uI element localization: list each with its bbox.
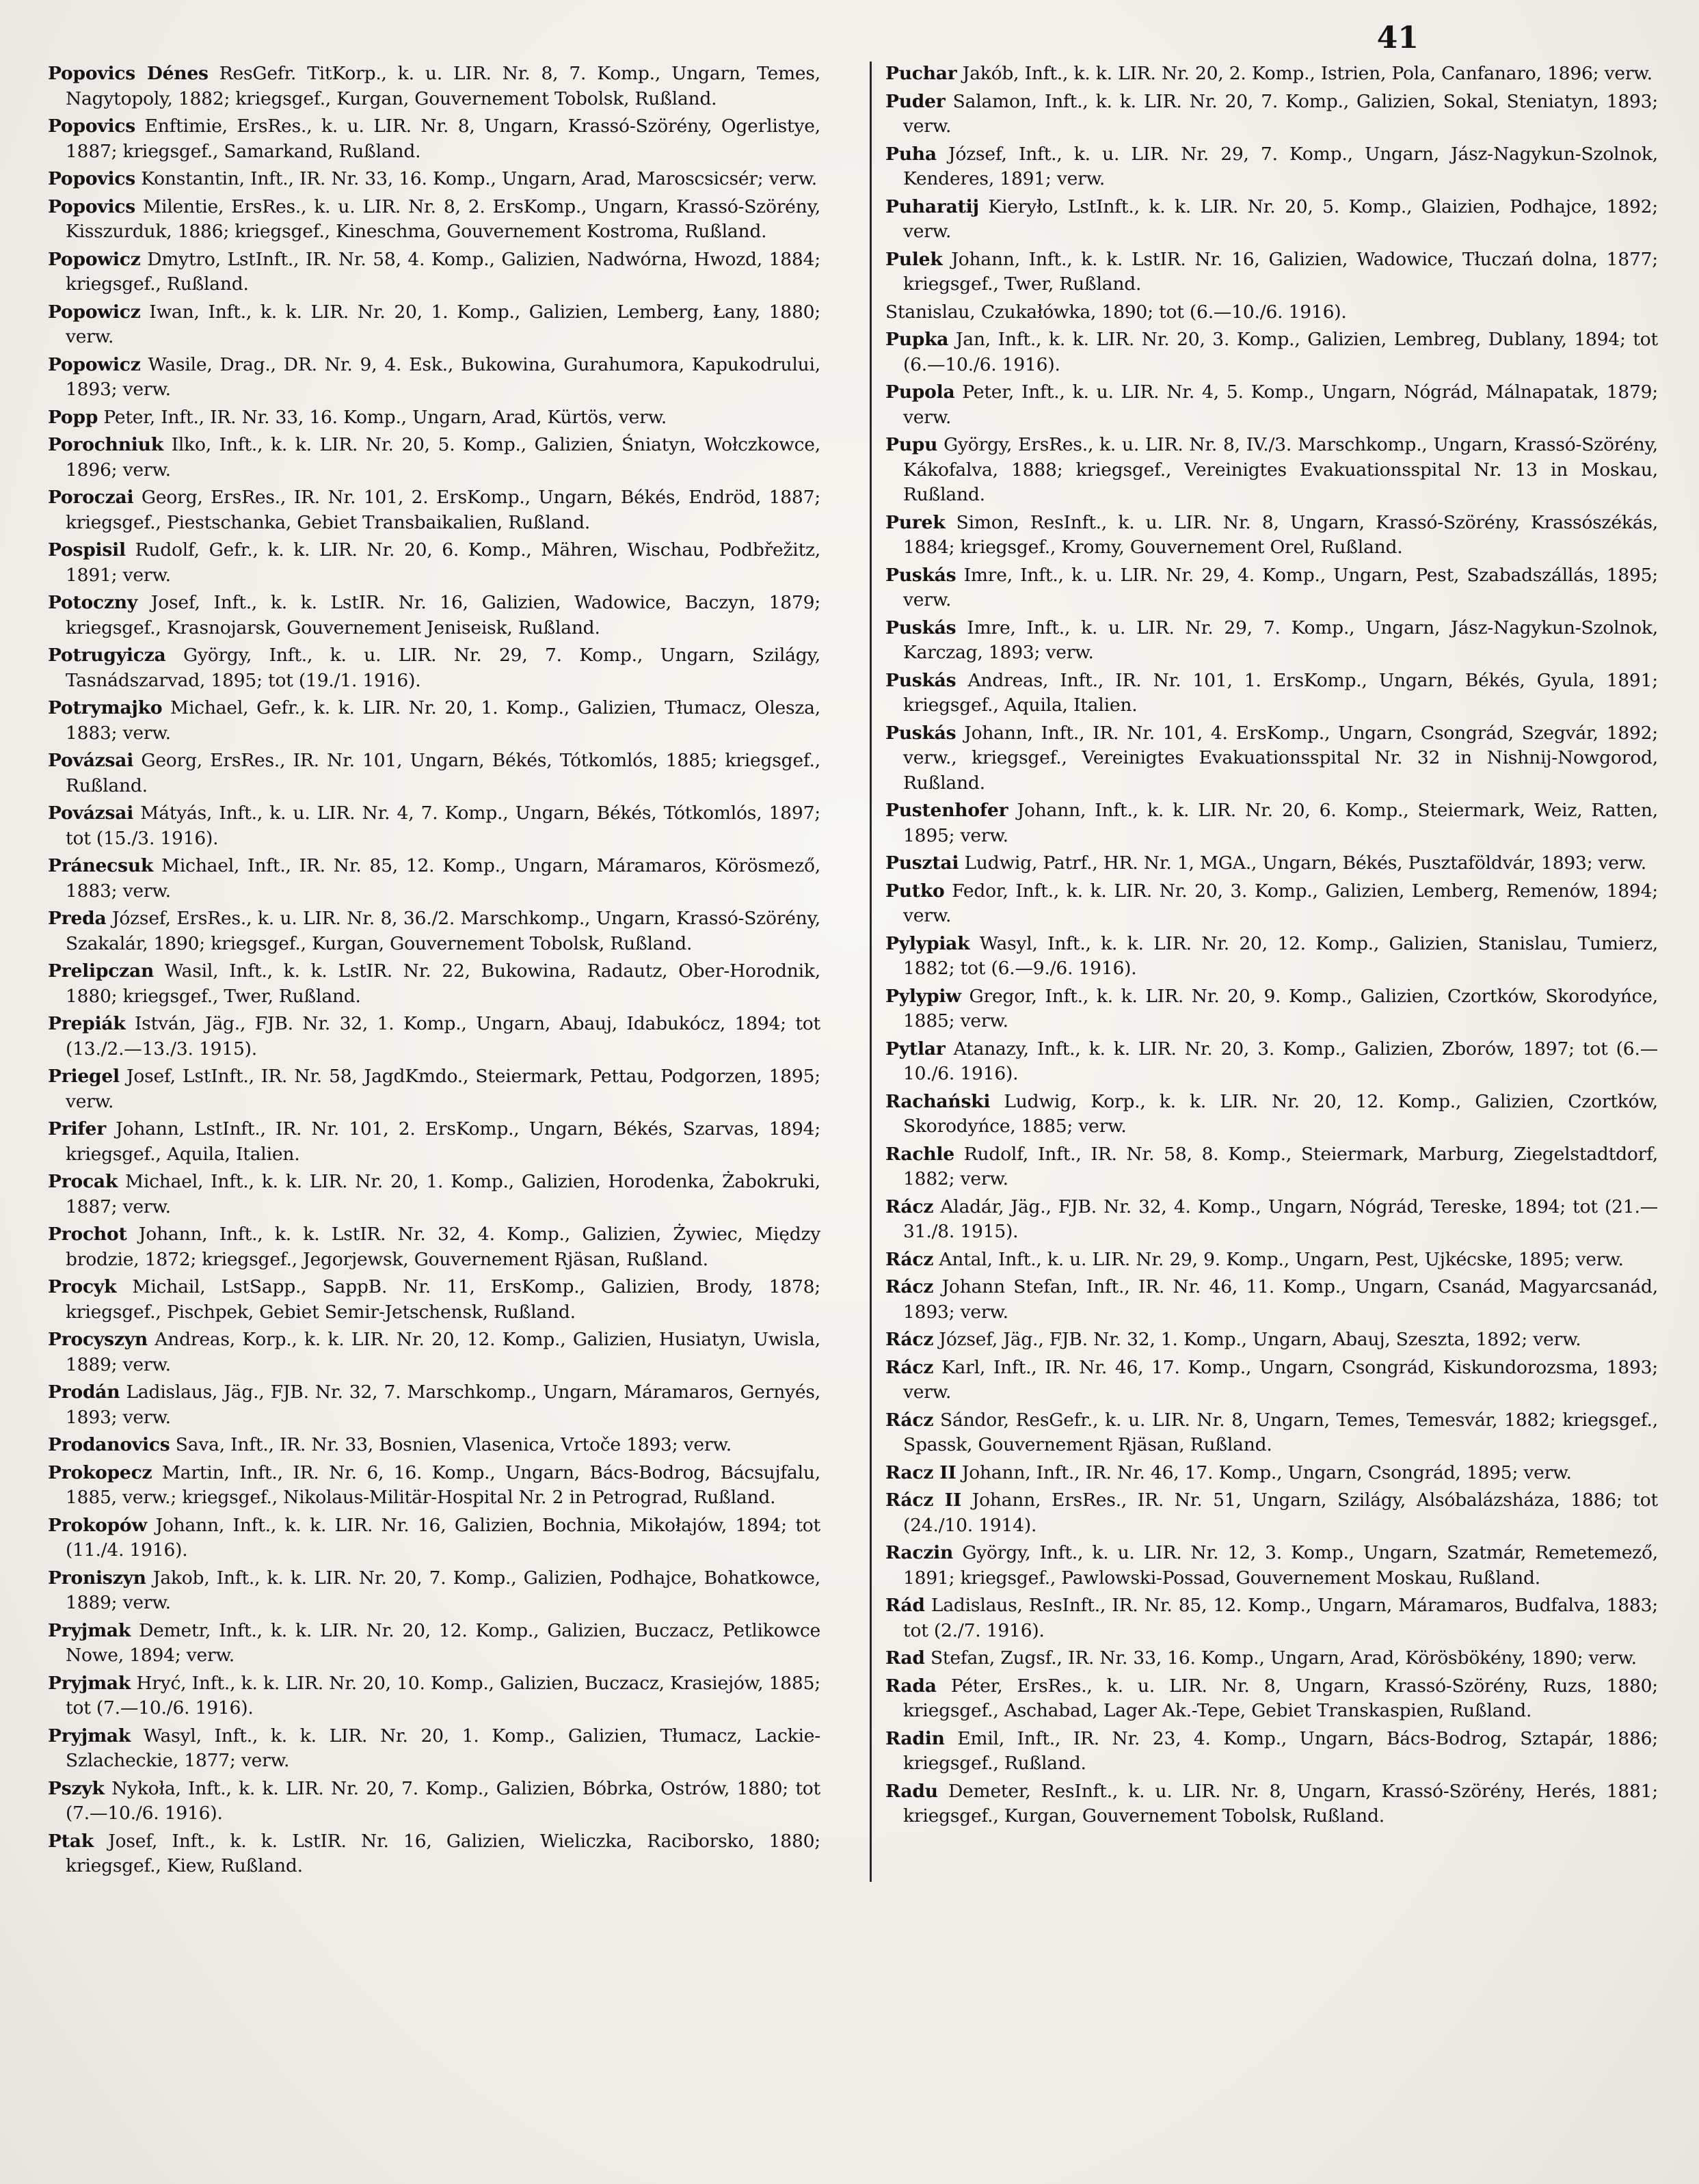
- entry-name: Puskás: [885, 722, 956, 744]
- entry-name: Pszyk: [48, 1777, 105, 1799]
- entry: [48, 1724, 820, 1774]
- entry: [885, 1275, 1658, 1325]
- entry: [885, 1461, 1658, 1486]
- entry: [48, 62, 820, 111]
- entry-text: Michael, Inft., k. k. LIR. Nr. 20, 1. Komp., Galizien, Horodenka, Żabokruki, 1887; verw.: [66, 1171, 820, 1217]
- left-column: [41, 62, 820, 1882]
- entry-text: Martin, Inft., IR. Nr. 6, 16. Komp., Ungarn, Bács-Bodrog, Bácsujfalu, 1885, verw.; kriegsgef., Nikolaus-Militär-Hospital Nr. 2 in Petrograd, Rußland.: [66, 1461, 820, 1508]
- entry-name: Potrugyicza: [48, 645, 166, 666]
- entry-name: Popovics Dénes: [48, 63, 209, 84]
- entry: [885, 1037, 1658, 1087]
- entry-name: Pytlar: [885, 1038, 946, 1060]
- entry-name: Puskás: [885, 669, 956, 691]
- entry: [885, 1327, 1658, 1353]
- entry-text: Aladár, Jäg., FJB. Nr. 32, 4. Komp., Ungarn, Nógrád, Tereske, 1894; tot (21.—31./8. 1915).: [903, 1196, 1658, 1242]
- entry-text: György, Inft., k. u. LIR. Nr. 12, 3. Komp., Ungarn, Szatmár, Remetemező, 1891; kriegsgef., Pawlowski-Possad, Gouvernement Moskau, Rußland.: [903, 1542, 1659, 1589]
- entry-text: Peter, Inft., IR. Nr. 33, 16. Komp., Ungarn, Arad, Kürtös, verw.: [103, 406, 667, 428]
- entry-text: Johann, Inft., IR. Nr. 101, 4. ErsKomp., Ungarn, Csongrád, Szegvár, 1892; verw., kriegsgef., Vereinigtes Evakuationsspital Nr. 32 in Nishnij-Nowgorod, Rußland.: [903, 722, 1658, 794]
- entry: [885, 195, 1658, 245]
- page-number: 41: [1376, 21, 1419, 55]
- entry: [885, 511, 1658, 561]
- entry: [885, 1674, 1658, 1724]
- entry: [885, 851, 1658, 876]
- entry: [48, 485, 820, 535]
- entry: [885, 1593, 1658, 1643]
- entry-name: Porochniuk: [48, 434, 163, 455]
- right-column: [870, 62, 1658, 1882]
- entry: [48, 1461, 820, 1511]
- entry: [48, 906, 820, 956]
- entry-text: Johann, Inft., IR. Nr. 46, 17. Komp., Ungarn, Csongrád, 1895; verw.: [961, 1461, 1572, 1483]
- entry-name: Pupka: [885, 329, 949, 350]
- entry-text: József, Jäg., FJB. Nr. 32, 1. Komp., Ungarn, Abauj, Szeszta, 1892; verw.: [939, 1329, 1581, 1350]
- entry-text: Salamon, Inft., k. k. LIR. Nr. 20, 7. Komp., Galizien, Sokal, Steniatyn, 1893; verw.: [903, 90, 1658, 137]
- entry-text: György, ErsRes., k. u. LIR. Nr. 8, IV./3. Marschkomp., Ungarn, Krassó-Szörény, Kákofalva, 1888; kriegsgef., Vereinigtes Evakuationsspital Nr. 13 in Moskau, Rußland.: [903, 434, 1658, 505]
- entry-text: Wasil, Inft., k. k. LstIR. Nr. 22, Bukowina, Radautz, Ober-Horodnik, 1880; kriegsgef., Twer, Rußland.: [66, 960, 820, 1007]
- entry: [48, 749, 820, 798]
- entry: [885, 798, 1658, 848]
- entry-text: Demetr, Inft., k. k. LIR. Nr. 20, 12. Komp., Galizien, Buczacz, Petlikowce Nowe, 1894; verw.: [66, 1619, 820, 1666]
- entry-text: Kieryło, LstInft., k. k. LIR. Nr. 20, 5. Komp., Glaizien, Podhajce, 1892; verw.: [903, 196, 1658, 242]
- entry-text: Michail, LstSapp., SappB. Nr. 11, ErsKomp., Galizien, Brody, 1878; kriegsgef., Pischpek, Gebiet Semir-Jetschensk, Rußland.: [66, 1276, 820, 1323]
- entry: [885, 142, 1658, 192]
- entry-name: Procyszyn: [48, 1329, 148, 1350]
- entry: [48, 1566, 820, 1616]
- entry-text: Stefan, Zugsf., IR. Nr. 33, 16. Komp., Ungarn, Arad, Körösbökény, 1890; verw.: [930, 1647, 1637, 1669]
- entry-name: Puskás: [885, 617, 956, 638]
- entry-text: Josef, LstInft., IR. Nr. 58, JagdKmdo., Steiermark, Pettau, Podgorzen, 1895; verw.: [66, 1066, 820, 1112]
- entry-name: Rácz: [885, 1276, 934, 1297]
- entry-text: Georg, ErsRes., IR. Nr. 101, Ungarn, Békés, Tótkomlós, 1885; kriegsgef., Rußland.: [66, 750, 820, 796]
- entry-text: Sándor, ResGefr., k. u. LIR. Nr. 8, Ungarn, Temes, Temesvár, 1882; kriegsgef., Spassk, Gouvernement Rjäsan, Rußland.: [903, 1409, 1658, 1455]
- entry-text: Johann, Inft., k. k. LIR. Nr. 20, 6. Komp., Steiermark, Weiz, Ratten, 1895; verw.: [903, 800, 1658, 846]
- entry: [48, 696, 820, 746]
- entry: [48, 1064, 820, 1114]
- entry: [48, 801, 820, 851]
- entry: [885, 1090, 1658, 1140]
- entry: [885, 90, 1658, 139]
- entry: [885, 879, 1658, 929]
- entry: [885, 62, 1658, 87]
- entry-text: György, Inft., k. u. LIR. Nr. 29, 7. Komp., Ungarn, Szilágy, Tasnádszarvad, 1895; tot (19./1. 1916).: [66, 645, 821, 691]
- entry-name: Proniszyn: [48, 1567, 146, 1589]
- entry-name: Racz II: [885, 1461, 956, 1483]
- entry-text: Rudolf, Gefr., k. k. LIR. Nr. 20, 6. Komp., Mähren, Wischau, Podbřežitz, 1891; verw.: [66, 539, 821, 586]
- entry-text: Karl, Inft., IR. Nr. 46, 17. Komp., Ungarn, Csongrád, Kiskundorozsma, 1893; verw.: [903, 1356, 1658, 1403]
- entry: [48, 1170, 820, 1219]
- entry-name: Pustenhofer: [885, 800, 1008, 821]
- entry-text: Ludwig, Korp., k. k. LIR. Nr. 20, 12. Komp., Galizien, Czortków, Skorodyńce, 1885; verw.: [903, 1090, 1658, 1137]
- entry-name: Pusztai: [885, 852, 959, 874]
- entry-name: Rácz: [885, 1248, 934, 1270]
- entry: [885, 300, 1658, 325]
- entry: [48, 1777, 820, 1826]
- entry: [885, 327, 1658, 377]
- entry-name: Rachle: [885, 1143, 954, 1165]
- entry: [885, 563, 1658, 613]
- entry-text: Dmytro, LstInft., IR. Nr. 58, 4. Komp., Galizien, Nadwórna, Hwozd, 1884; kriegsgef., Rußland.: [66, 248, 820, 295]
- entry-text: Enftimie, ErsRes., k. u. LIR. Nr. 8, Ungarn, Krassó-Szörény, Ogerlistye, 1887; kriegsgef., Samarkand, Rußland.: [66, 116, 820, 162]
- entry-name: Potoczny: [48, 592, 138, 613]
- entry: [48, 1117, 820, 1167]
- entry-name: Rád: [885, 1595, 925, 1616]
- entry-text: Wasyl, Inft., k. k. LIR. Nr. 20, 12. Komp., Galizien, Stanislau, Tumierz, 1882; tot (6.—9./6. 1916).: [903, 932, 1658, 979]
- entry-text: Iwan, Inft., k. k. LIR. Nr. 20, 1. Komp., Galizien, Lemberg, Łany, 1880; verw.: [66, 301, 820, 347]
- entry: [48, 1275, 820, 1325]
- entry: [885, 616, 1658, 666]
- entry: [48, 1222, 820, 1272]
- entry-name: Rachański: [885, 1090, 991, 1112]
- entry-name: Puder: [885, 90, 946, 112]
- entry: [885, 1779, 1658, 1829]
- entry-name: Pospisil: [48, 539, 126, 561]
- entry-text: Mátyás, Inft., k. u. LIR. Nr. 4, 7. Komp., Ungarn, Békés, Tótkomlós, 1897; tot (15./3. 1916).: [66, 803, 820, 849]
- entry: [885, 1646, 1658, 1671]
- entry-text: Michael, Inft., IR. Nr. 85, 12. Komp., Ungarn, Máramaros, Körösmező, 1883; verw.: [66, 855, 820, 902]
- entry-name: Prelipczan: [48, 960, 155, 982]
- entry-name: Purek: [885, 511, 946, 533]
- entry: [48, 959, 820, 1009]
- entry-name: Povázsai: [48, 750, 134, 771]
- entry-name: Popovics: [48, 196, 136, 217]
- entry-text: Hryć, Inft., k. k. LIR. Nr. 20, 10. Komp., Galizien, Buczacz, Krasiejów, 1885; tot (7.—10./6. 1916).: [66, 1672, 820, 1718]
- entry: [885, 380, 1658, 430]
- entry-text: ResGefr. TitKorp., k. u. LIR. Nr. 8, 7. Komp., Ungarn, Temes, Nagytopoly, 1882; kriegsgef., Kurgan, Gouvernement Tobolsk, Rußland.: [66, 63, 820, 109]
- entry-name: Rácz II: [885, 1489, 962, 1511]
- entry-name: Popowicz: [48, 301, 141, 323]
- entry-name: Potrymajko: [48, 697, 163, 718]
- entry-text: Johann Stefan, Inft., IR. Nr. 46, 11. Komp., Ungarn, Csanád, Magyarcsanád, 1893; verw.: [903, 1276, 1658, 1323]
- entry-text: Jakób, Inft., k. k. LIR. Nr. 20, 2. Komp., Istrien, Pola, Canfanaro, 1896; verw.: [962, 63, 1653, 84]
- entry-name: Rácz: [885, 1356, 934, 1378]
- entry-text: Antal, Inft., k. u. LIR. Nr. 29, 9. Komp., Ungarn, Pest, Ujkécske, 1895; verw.: [939, 1248, 1624, 1270]
- columns: [41, 62, 1658, 1882]
- entry-text: Ladislaus, Jäg., FJB. Nr. 32, 7. Marschkomp., Ungarn, Máramaros, Gernyés, 1893; verw.: [66, 1381, 820, 1428]
- entry-name: Prokopecz: [48, 1461, 152, 1483]
- entry-text: Péter, ErsRes., k. u. LIR. Nr. 8, Ungarn, Krassó-Szörény, Ruzs, 1880; kriegsgef., Aschabad, Lager Ak.-Tepe, Gebiet Transkaspien, Rußland.: [903, 1675, 1658, 1721]
- entry-name: Prodán: [48, 1381, 120, 1403]
- entry-text: Josef, Inft., k. k. LstIR. Nr. 16, Galizien, Wadowice, Baczyn, 1879; kriegsgef., Krasnojarsk, Gouvernement Jeniseisk, Rußland.: [66, 592, 820, 638]
- entry-name: Pylypiak: [885, 932, 970, 954]
- entry-name: Popowicz: [48, 353, 141, 375]
- entry-text: Emil, Inft., IR. Nr. 23, 4. Komp., Ungarn, Bács-Bodrog, Sztapár, 1886; kriegsgef., Rußland.: [903, 1727, 1658, 1774]
- entry-name: Rácz: [885, 1329, 934, 1350]
- entry: [48, 247, 820, 297]
- entry: [885, 1541, 1658, 1591]
- entry-name: Procak: [48, 1171, 118, 1192]
- entry: [885, 1408, 1658, 1458]
- entry-name: Rácz: [885, 1196, 934, 1217]
- entry-text: Demeter, ResInft., k. u. LIR. Nr. 8, Ungarn, Krassó-Szörény, Herés, 1881; kriegsgef., Kurgan, Gouvernement Tobolsk, Rußland.: [903, 1780, 1658, 1826]
- entry-name: Pupola: [885, 381, 955, 403]
- entry-text: Rudolf, Inft., IR. Nr. 58, 8. Komp., Steiermark, Marburg, Ziegelstadtdorf, 1882; verw.: [903, 1143, 1658, 1189]
- entry: [48, 854, 820, 904]
- entry: [48, 300, 820, 350]
- entry: [48, 591, 820, 641]
- entry: [48, 1012, 820, 1062]
- entry-text: Nykoła, Inft., k. k. LIR. Nr. 20, 7. Komp., Galizien, Bóbrka, Ostrów, 1880; tot (7.—10./6. 1916).: [66, 1777, 820, 1824]
- entry-text: Ludwig, Patrf., HR. Nr. 1, MGA., Ungarn, Békés, Pusztaföldvár, 1893; verw.: [964, 852, 1646, 874]
- entry-name: Radin: [885, 1727, 945, 1749]
- entry-text: Michael, Gefr., k. k. LIR. Nr. 20, 1. Komp., Galizien, Tłumacz, Olesza, 1883; verw.: [66, 697, 820, 744]
- entry-name: Popovics: [48, 168, 136, 189]
- entry-text: Stanislau, Czukałówka, 1890; tot (6.—10./6. 1916).: [885, 301, 1347, 323]
- entry: [48, 433, 820, 483]
- entry-name: Rad: [885, 1647, 925, 1669]
- entry-text: Imre, Inft., k. u. LIR. Nr. 29, 7. Komp., Ungarn, Jász-Nagykun-Szolnok, Karczag, 1893; verw.: [903, 617, 1658, 663]
- entry: [885, 932, 1658, 982]
- entry: [48, 1327, 820, 1377]
- entry-text: Ilko, Inft., k. k. LIR. Nr. 20, 5. Komp., Galizien, Śniatyn, Wołczkowce, 1896; verw.: [66, 434, 820, 481]
- entry-text: Konstantin, Inft., IR. Nr. 33, 16. Komp., Ungarn, Arad, Maroscsicsér; verw.: [141, 168, 818, 189]
- entry-name: Ptak: [48, 1830, 94, 1852]
- entry: [885, 669, 1658, 718]
- entry-name: Prifer: [48, 1118, 106, 1140]
- entry-text: Johann, Inft., k. k. LIR. Nr. 16, Galizien, Bochnia, Mikołajów, 1894; tot (11./4. 1916).: [66, 1514, 820, 1561]
- entry-text: Gregor, Inft., k. k. LIR. Nr. 20, 9. Komp., Galizien, Czortków, Skorodyńce, 1885; verw.: [903, 985, 1658, 1032]
- entry: [48, 1619, 820, 1669]
- entry: [48, 538, 820, 588]
- entry-name: Raczin: [885, 1542, 954, 1563]
- entry-text: Johann, Inft., k. k. LstIR. Nr. 32, 4. Komp., Galizien, Żywiec, Między brodzie, 1872; kriegsgef., Jegorjewsk, Gouvernement Rjäsan, Rußland.: [66, 1224, 820, 1270]
- entry-name: Pryjmak: [48, 1672, 131, 1694]
- entry: [885, 433, 1658, 508]
- entry-text: Simon, ResInft., k. u. LIR. Nr. 8, Ungarn, Krassó-Szörény, Krassószékás, 1884; kriegsgef., Kromy, Gouvernement Orel, Rußland.: [903, 511, 1658, 558]
- entry-text: Andreas, Inft., IR. Nr. 101, 1. ErsKomp., Ungarn, Békés, Gyula, 1891; kriegsgef., Aquila, Italien.: [903, 669, 1658, 716]
- entry: [885, 1248, 1658, 1273]
- entry: [48, 353, 820, 403]
- entry-text: Sava, Inft., IR. Nr. 33, Bosnien, Vlasenica, Vrtoče 1893; verw.: [175, 1434, 732, 1455]
- entry-name: Procyk: [48, 1276, 117, 1297]
- entry-name: Pránecsuk: [48, 855, 154, 876]
- entry-name: Pupu: [885, 434, 938, 455]
- entry-name: Popp: [48, 406, 98, 428]
- entry-name: Putko: [885, 880, 945, 902]
- entry-text: Andreas, Korp., k. k. LIR. Nr. 20, 12. Komp., Galizien, Husiatyn, Uwisla, 1889; verw.: [66, 1329, 820, 1375]
- entry-name: Prochot: [48, 1224, 127, 1245]
- entry: [48, 1513, 820, 1563]
- entry-name: Rácz: [885, 1409, 934, 1431]
- entry-name: Rada: [885, 1675, 937, 1697]
- entry: [885, 1727, 1658, 1777]
- entry-name: Prepiák: [48, 1013, 126, 1034]
- entry-text: Josef, Inft., k. k. LstIR. Nr. 16, Galizien, Wieliczka, Raciborsko, 1880; kriegsgef., Kiew, Rußland.: [66, 1830, 820, 1876]
- entry: [885, 1356, 1658, 1405]
- entry-text: Imre, Inft., k. u. LIR. Nr. 29, 4. Komp., Ungarn, Pest, Szabadszállás, 1895; verw.: [903, 564, 1658, 610]
- entry: [48, 643, 820, 693]
- entry-text: Jakob, Inft., k. k. LIR. Nr. 20, 7. Komp., Galizien, Podhajce, Bohatkowce, 1889; verw.: [66, 1567, 820, 1613]
- entry-text: István, Jäg., FJB. Nr. 32, 1. Komp., Ungarn, Abauj, Idabukócz, 1894; tot (13./2.—13./3. 1915).: [66, 1013, 820, 1060]
- entry: [48, 167, 820, 192]
- entry-name: Puskás: [885, 564, 956, 586]
- entry-text: Wasyl, Inft., k. k. LIR. Nr. 20, 1. Komp., Galizien, Tłumacz, Lackie-Szlacheckie, 1877; verw.: [66, 1725, 820, 1771]
- entry-text: Peter, Inft., k. u. LIR. Nr. 4, 5. Komp., Ungarn, Nógrád, Málnapatak, 1879; verw.: [903, 381, 1658, 428]
- entry-name: Preda: [48, 908, 107, 929]
- entry-name: Popowicz: [48, 248, 141, 270]
- entry-text: Wasile, Drag., DR. Nr. 9, 4. Esk., Bukowina, Gurahumora, Kapukodrului, 1893; verw.: [66, 353, 820, 400]
- entry-name: Puha: [885, 143, 937, 165]
- entry: [885, 1142, 1658, 1192]
- entry-text: Johann, Inft., k. k. LstIR. Nr. 16, Galizien, Wadowice, Tłuczań dolna, 1877; kriegsgef., Twer, Rußland.: [903, 248, 1658, 295]
- entry-text: Milentie, ErsRes., k. u. LIR. Nr. 8, 2. ErsKomp., Ungarn, Krassó-Szörény, Kisszurduk, 1886; kriegsgef., Kineschma, Gouvernement Kostroma, Rußland.: [66, 196, 820, 242]
- entry-text: József, ErsRes., k. u. LIR. Nr. 8, 36./2. Marschkomp., Ungarn, Krassó-Szörény, Szakalár, 1890; kriegsgef., Kurgan, Gouvernement Tobolsk, Rußland.: [66, 908, 820, 954]
- entry: [48, 1380, 820, 1430]
- entry: [48, 195, 820, 245]
- entry-name: Puchar: [885, 63, 957, 84]
- entry-name: Povázsai: [48, 803, 134, 824]
- entry-text: Fedor, Inft., k. k. LIR. Nr. 20, 3. Komp., Galizien, Lemberg, Remenów, 1894; verw.: [903, 880, 1658, 926]
- entry: [48, 1671, 820, 1721]
- entry: [885, 247, 1658, 297]
- entry-name: Poroczai: [48, 487, 134, 508]
- entry: [885, 1195, 1658, 1245]
- entry-name: Radu: [885, 1780, 938, 1802]
- entry-name: Pryjmak: [48, 1725, 131, 1747]
- entry-text: Georg, ErsRes., IR. Nr. 101, 2. ErsKomp., Ungarn, Békés, Endröd, 1887; kriegsgef., Piestschanka, Gebiet Transbaikalien, Rußland.: [66, 487, 820, 533]
- entry-text: Atanazy, Inft., k. k. LIR. Nr. 20, 3. Komp., Galizien, Zborów, 1897; tot (6.—10./6. 1916).: [903, 1038, 1658, 1084]
- entry-name: Popovics: [48, 116, 136, 137]
- entry-name: Pulek: [885, 248, 943, 270]
- entry-name: Prokopów: [48, 1514, 148, 1536]
- entry-name: Pryjmak: [48, 1619, 131, 1641]
- entry-name: Priegel: [48, 1066, 120, 1087]
- entry: [48, 1829, 820, 1879]
- entry-text: Johann, LstInft., IR. Nr. 101, 2. ErsKomp., Ungarn, Békés, Szarvas, 1894; kriegsgef., Aquila, Italien.: [66, 1118, 820, 1165]
- entry-text: Ladislaus, ResInft., IR. Nr. 85, 12. Komp., Ungarn, Máramaros, Budfalva, 1883; tot (2./7. 1916).: [903, 1595, 1658, 1641]
- entry: [885, 1488, 1658, 1538]
- entry-name: Puharatij: [885, 196, 979, 217]
- entry: [885, 984, 1658, 1034]
- entry: [48, 405, 820, 431]
- entry-name: Prodanovics: [48, 1434, 170, 1455]
- entry: [48, 1433, 820, 1458]
- entry: [885, 721, 1658, 796]
- entry-text: Johann, ErsRes., IR. Nr. 51, Ungarn, Szilágy, Alsóbalázsháza, 1886; tot (24./10. 1914).: [903, 1489, 1658, 1536]
- entry-text: József, Inft., k. u. LIR. Nr. 29, 7. Komp., Ungarn, Jász-Nagykun-Szolnok, Kenderes, 1891; verw.: [903, 143, 1658, 189]
- entry-name: Pylypiw: [885, 985, 961, 1007]
- entry-text: Jan, Inft., k. k. LIR. Nr. 20, 3. Komp., Galizien, Lembreg, Dublany, 1894; tot (6.—10./6. 1916).: [903, 329, 1658, 375]
- entry: [48, 114, 820, 164]
